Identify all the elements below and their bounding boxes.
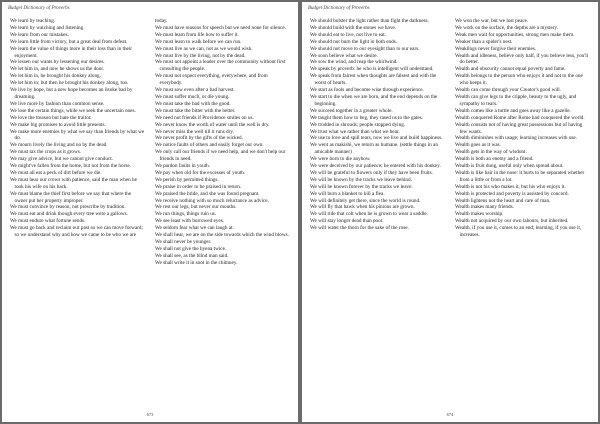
proverb-entry: We will be known by the tracks we leave behind. [310,176,412,183]
proverb-entry: today. [155,18,168,24]
proverb-entry: Wealth is protected and poverty is assisted by concord. [455,190,569,197]
proverb-entry: We will water the thorn for the sake of the rose. [310,225,409,232]
proverb-entry: We must tax the crops as it grows. [10,149,82,156]
proverb-entry: We mourn lively the living and no by the dead. [10,142,108,149]
proverb-entry: We should eat to live, not live to eat. [310,31,386,38]
proverb-entry: Wealth gets in the way of wisdom. [455,149,527,156]
proverb-entry: We see least with borrowed eyes. [155,218,225,225]
proverb-entry: Wealth makes worship. [455,211,504,218]
proverb-entry: We pardon faults in youth. [155,163,211,170]
proverb-entry: We love the treason but hate the traitor. [10,114,92,121]
proverb-entry: We must not expect everything, everywhere, and from everybody. [155,73,268,87]
proverb-entry: We live more by fashion than common sense. [10,100,105,107]
proverb-entry: We must take the bad with the good. [155,100,231,107]
proverb-entry: Wealth goes as it was. [455,142,501,149]
proverb-entry: We must all eat a peck of dirt before we die. [10,169,102,176]
proverb-entry: We never know the worth of water until the well is dry. [155,121,270,128]
proverb-entry: We must learn from life how to suffer it. [155,31,239,38]
proverb-entry: We should not burn the light in both ends. [310,38,398,45]
proverb-entry: We must eat and drink though every tree were a gallows. [10,211,128,218]
proverb-entry: We must sow even after a bad harvest. [155,87,235,94]
proverb-entry: We learn by teaching. [10,18,56,24]
proverb-entry: Weaker than a spider's nest. [455,38,513,45]
proverb-entry: We shall write it in soot in the chimney. [155,259,238,266]
proverb-entry: We start as fools and become wise through experience. [310,87,424,94]
left-page-columns [10,18,290,267]
proverb-entry: We learn from our mistakes. [10,31,69,38]
proverb-entry: Wealth conquered Rome after Rome had conquered the world. [455,114,585,121]
proverb-entry: We learn little from victory, but a great deal from defeat. [10,38,128,45]
proverb-entry: We never miss the well till it runs dry. [155,128,234,135]
proverb-entry: We will be known forever by the tracks we leave. [310,183,413,190]
right-page [302,2,598,422]
proverb-entry: We receive nothing with so much reluctance as advice. [155,197,269,204]
right-page-columns [310,18,590,239]
proverb-entry: Wealth and idleness, believe only half, if you believe less, you'll do better. [455,52,589,66]
proverb-entry: We never profit by the gifts of the wicked. [155,135,243,142]
proverb-entry: We should build with the stones we have. [310,24,397,31]
proverb-entry: We let him in; but then he brought his donkey along, too. [10,80,129,87]
proverb-entry: We soon believe what we desire. [310,52,378,59]
proverb-entry: We must suffer much, or die young. [155,93,230,100]
proverb-entry: We must bear our crows with patience, said the man when he took his wife on his back. [10,176,137,190]
proverb-entry: Weaklings never forgive their enemies. [455,45,537,52]
right-column-2 [455,18,590,239]
left-column-1 [10,18,145,267]
proverb-entry: We praise in order to be praised in return. [155,183,242,190]
proverb-entry: We make big promises to avoid little presents. [10,121,106,128]
page-number: 673 [146,412,154,417]
proverb-entry: We won the war, but we lost peace. [455,18,529,24]
proverb-entry: Wealth, if you use it, comes to an end; learning, if you use it, increases. [455,225,582,239]
proverb-entry: Wealth can come through your Creator's good will. [455,87,561,94]
proverb-entry: We use to love and spill tears, now we live and build happiness. [310,135,443,142]
proverb-entry: We must endure what fortune sends. [10,218,86,225]
proverb-entry: We were born to die anyhow. [310,156,371,163]
proverb-entry: We should not move to our eyesight than to our ears. [310,45,420,52]
proverb-entry: Wealth lightens not the heart and care of man. [455,197,551,204]
proverb-entry: We will fly that hawk when his pinions are grown. [310,204,415,211]
proverb-entry: We will be grateful to flowers only if they have been fruits. [310,169,433,176]
proverb-entry: We praised the bride, and she was found pregnant. [155,190,260,197]
left-page [2,2,298,422]
proverb-entry: We work on the surface, the depths are a mystery. [455,24,559,31]
proverb-entry: We shall hear, we are on the side towards which the wind blows. [155,232,289,239]
proverb-entry: We make more enemies by what we say than friends by what we do. [10,128,145,142]
page-number: 674 [446,412,454,417]
proverb-entry: Wealth is not his who makes it, but his who enjoys it. [455,183,566,190]
proverb-entry: We should bolster the light rather than fight the darkness. [310,18,429,24]
proverb-entry: We were deceived by our patience; he entered with his donkey. [310,163,441,170]
proverb-entry: We run things, things ruin us. [155,211,217,218]
proverb-entry: We taught them how to beg, they rased us to the gates. [310,114,423,121]
proverb-entry: Wealth makes many friends. [455,204,514,211]
proverb-entry: We let him in, he brought his donkey along. [10,73,101,80]
proverb-entry: We seldom fear what we can laugh at. [155,225,234,232]
proverb-entry: We will burn a blanket to kill a flea. [310,190,385,197]
proverb-entry: We shall never be younger. [155,239,212,245]
proverb-entry: We must go back and reclaim our past so we can move forward; so we understand why and how we came to be who we are [10,225,143,239]
proverb-entry: We let him in, and now he shows us the door. [10,66,105,73]
proverb-entry: Wealth is like hair in the nose: it hurts to be separated whether from a little or from a lot. [455,169,585,183]
proverb-entry: We will stay longer dead than poor. [310,218,384,225]
proverb-entry: We speak from fairest when thoughts are falsest and with the worst of hearts. [310,73,437,87]
proverb-entry: Wealth and obscurity cannot equal poverty and fame. [455,66,566,73]
proverb-entry: Weak men wait for opportunities, strong men make them. [455,31,575,38]
proverb-entry: We pay when old for the excesses of youth. [155,169,246,176]
proverb-entry: Wealth belongs to the person who enjoys it and not to the one who keeps it. [455,73,583,87]
proverb-entry: We learn by watching and listening. [10,24,85,31]
proverb-entry: We trodded in shrouds; people stopped dying. [310,121,406,128]
proverb-entry: We only call our friends if we need help, and we don't help our friends in need. [155,149,286,163]
proverb-entry: We must blame the thief first before we say that where the owner put her property improper. [10,190,132,204]
proverb-entry: We need not friends if Providence smiles on us. [155,114,254,121]
proverb-entry: We will ride that colt when he is grown to wear a saddle. [310,211,428,218]
proverb-entry: We notice faults of others and easily forget our own. [155,142,264,149]
proverb-entry: Wealth not acquired by our own labours, but inherited. [455,218,569,225]
proverb-entry: We trust what we rather than what we hear. [310,128,400,135]
running-head: Budget Dictionary of Proverbs [8,6,70,11]
proverb-entry: We must live as we can, not as we would wish. [155,45,253,52]
proverb-entry: We speak by proverb: he who is intelligent will understand. [310,66,434,73]
proverb-entry: We shall see, as the blind man said. [155,252,229,259]
proverb-entry: We must convince by reason, not prescribe by tradition. [10,204,126,211]
proverb-entry: We will definitely get there, since the world is round. [310,197,421,204]
proverb-entry: We must take the bitter with the better. [155,107,236,114]
proverb-entry: Wealth comes like a turtle and goes away like a gazelle. [455,107,571,114]
proverb-entry: Wealth is both an enemy and a friend. [455,156,534,163]
proverb-entry: We perish by permitted things. [155,176,219,183]
left-column-2 [155,18,290,267]
proverb-entry: We must learn to walk before we can run. [155,38,242,45]
proverb-entry: Wealth consists not of having great possessions but of having few wants. [455,121,583,135]
proverb-entry: We shall not give the hyena twice. [155,245,227,252]
proverb-entry: We start to die when we are born, and the end depends on the beginning. [310,93,438,107]
running-head: Budget Dictionary of Proverbs [308,6,370,11]
proverb-entry: We lessen our wants by lessening our desires. [10,59,105,66]
proverb-entry: We must not appoint a leader over the community without first consulting the people. [155,59,286,73]
proverb-entry: We rest our legs, but never our mouths. [155,204,237,211]
proverb-entry: We went as makishi, we return as humane. (settle things in an amicable manner) [310,142,438,156]
proverb-entry: We succeed together in a greater whole. [310,107,393,114]
proverb-entry: We may give advice, but we cannot give conduct. [10,156,114,163]
proverb-entry: We lose the certain things, while we seek the uncertain ones. [10,107,136,114]
proverb-entry: We must live by the living, not by the dead. [155,52,246,59]
proverb-entry: We learn the value of things more in their loss than in their enjoyment. [10,45,133,59]
proverb-entry: We live by hope, but a new hope becomes an ilsoke bad by dreaming. [10,87,133,100]
proverb-entry: Wealth can give legs to the cripple, beauty to the ugly, and sympathy to tears. [455,93,577,107]
right-column-1 [310,18,445,239]
proverb-entry: We sow the wind, and reap the whirlwind. [310,59,398,66]
proverb-entry: Wealth diminishes with usage; learning increases with use. [455,135,578,142]
proverb-entry: We must have reasons for speech but we need none for silence. [155,24,286,31]
proverb-entry: Wealth is fruit dung, useful only when spread about. [455,163,564,170]
proverb-entry: We might've fallen from the home, but not from the horse. [10,163,131,170]
